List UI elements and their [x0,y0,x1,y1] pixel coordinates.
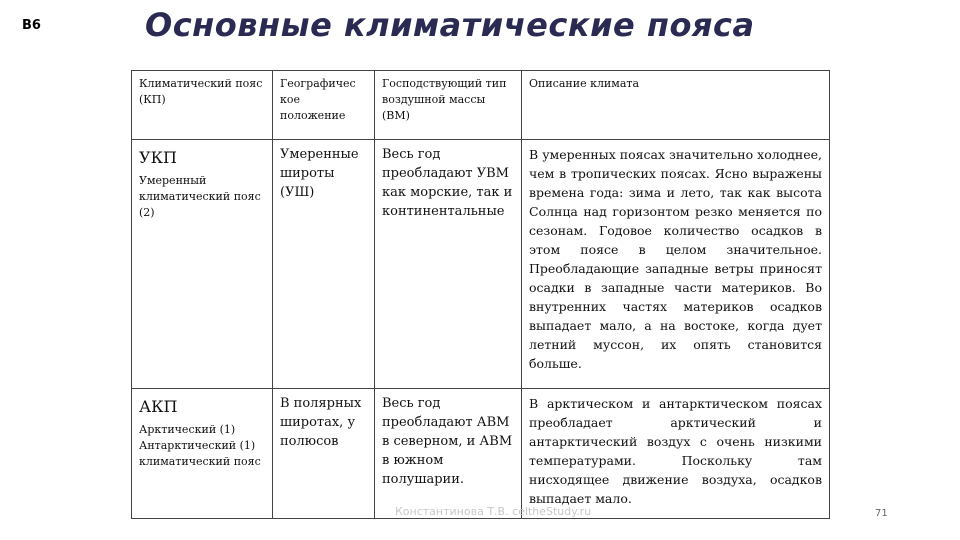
description-cell: В умеренных поясах значительно холоднее, чем в тропических поясах. Ясно выражены времена года: зима и лето, так как высота Солнца над горизонтом резко меняется по сезонам. Годовое количество осадков в этом поясе в целом значительное. Преобладающие западные ветры приносят осадки в западные части материков. Во внутренних частях материков осадков выпадает мало, а на востоке, когда дует летний муссон, их опять становится больше. [522,140,830,389]
climate-belts-table [131,70,830,519]
belt-cell [132,388,273,518]
header-cell-description: Описание климата [522,71,830,140]
author-watermark: Константинова Т.В. celtheStudy.ru [395,505,592,518]
belt-abbr: АКП [139,396,178,416]
slide-tag: В6 [22,18,41,33]
belt-name: Арктический (1) Антарктический (1) климатический пояс [139,422,261,468]
belt-abbr: УКП [139,148,177,167]
page-number: 71 [875,508,888,519]
belt-cell [132,140,273,389]
table-header-row [132,71,830,140]
header-cell-air-mass: Господствующий тип воздушной массы (ВМ) [375,71,522,140]
air-mass-cell: Весь год преобладают АВМ в северном, и АВМ в южном полушарии. [375,388,522,518]
air-mass-cell: Весь год преобладают УВМ как морские, так и континентальные [375,140,522,389]
header-cell-belt: Климатический пояс (КП) [132,71,273,140]
header-cell-position: Географичес кое положение [273,71,375,140]
slide-title: Основные климатические пояса [145,6,755,44]
description-cell: В арктическом и антарктическом поясах преобладает арктический и антарктический воздух с очень низкими температурами. Поскольку там нисходящее движение воздуха, осадков выпадает мало. [522,388,830,518]
table-row-arctic [132,388,830,518]
position-cell: В полярных широтах, у полюсов [273,388,375,518]
table-row-temperate [132,140,830,389]
belt-name: Умеренный климатический пояс (2) [139,174,261,219]
position-cell: Умеренные широты (УШ) [273,140,375,389]
